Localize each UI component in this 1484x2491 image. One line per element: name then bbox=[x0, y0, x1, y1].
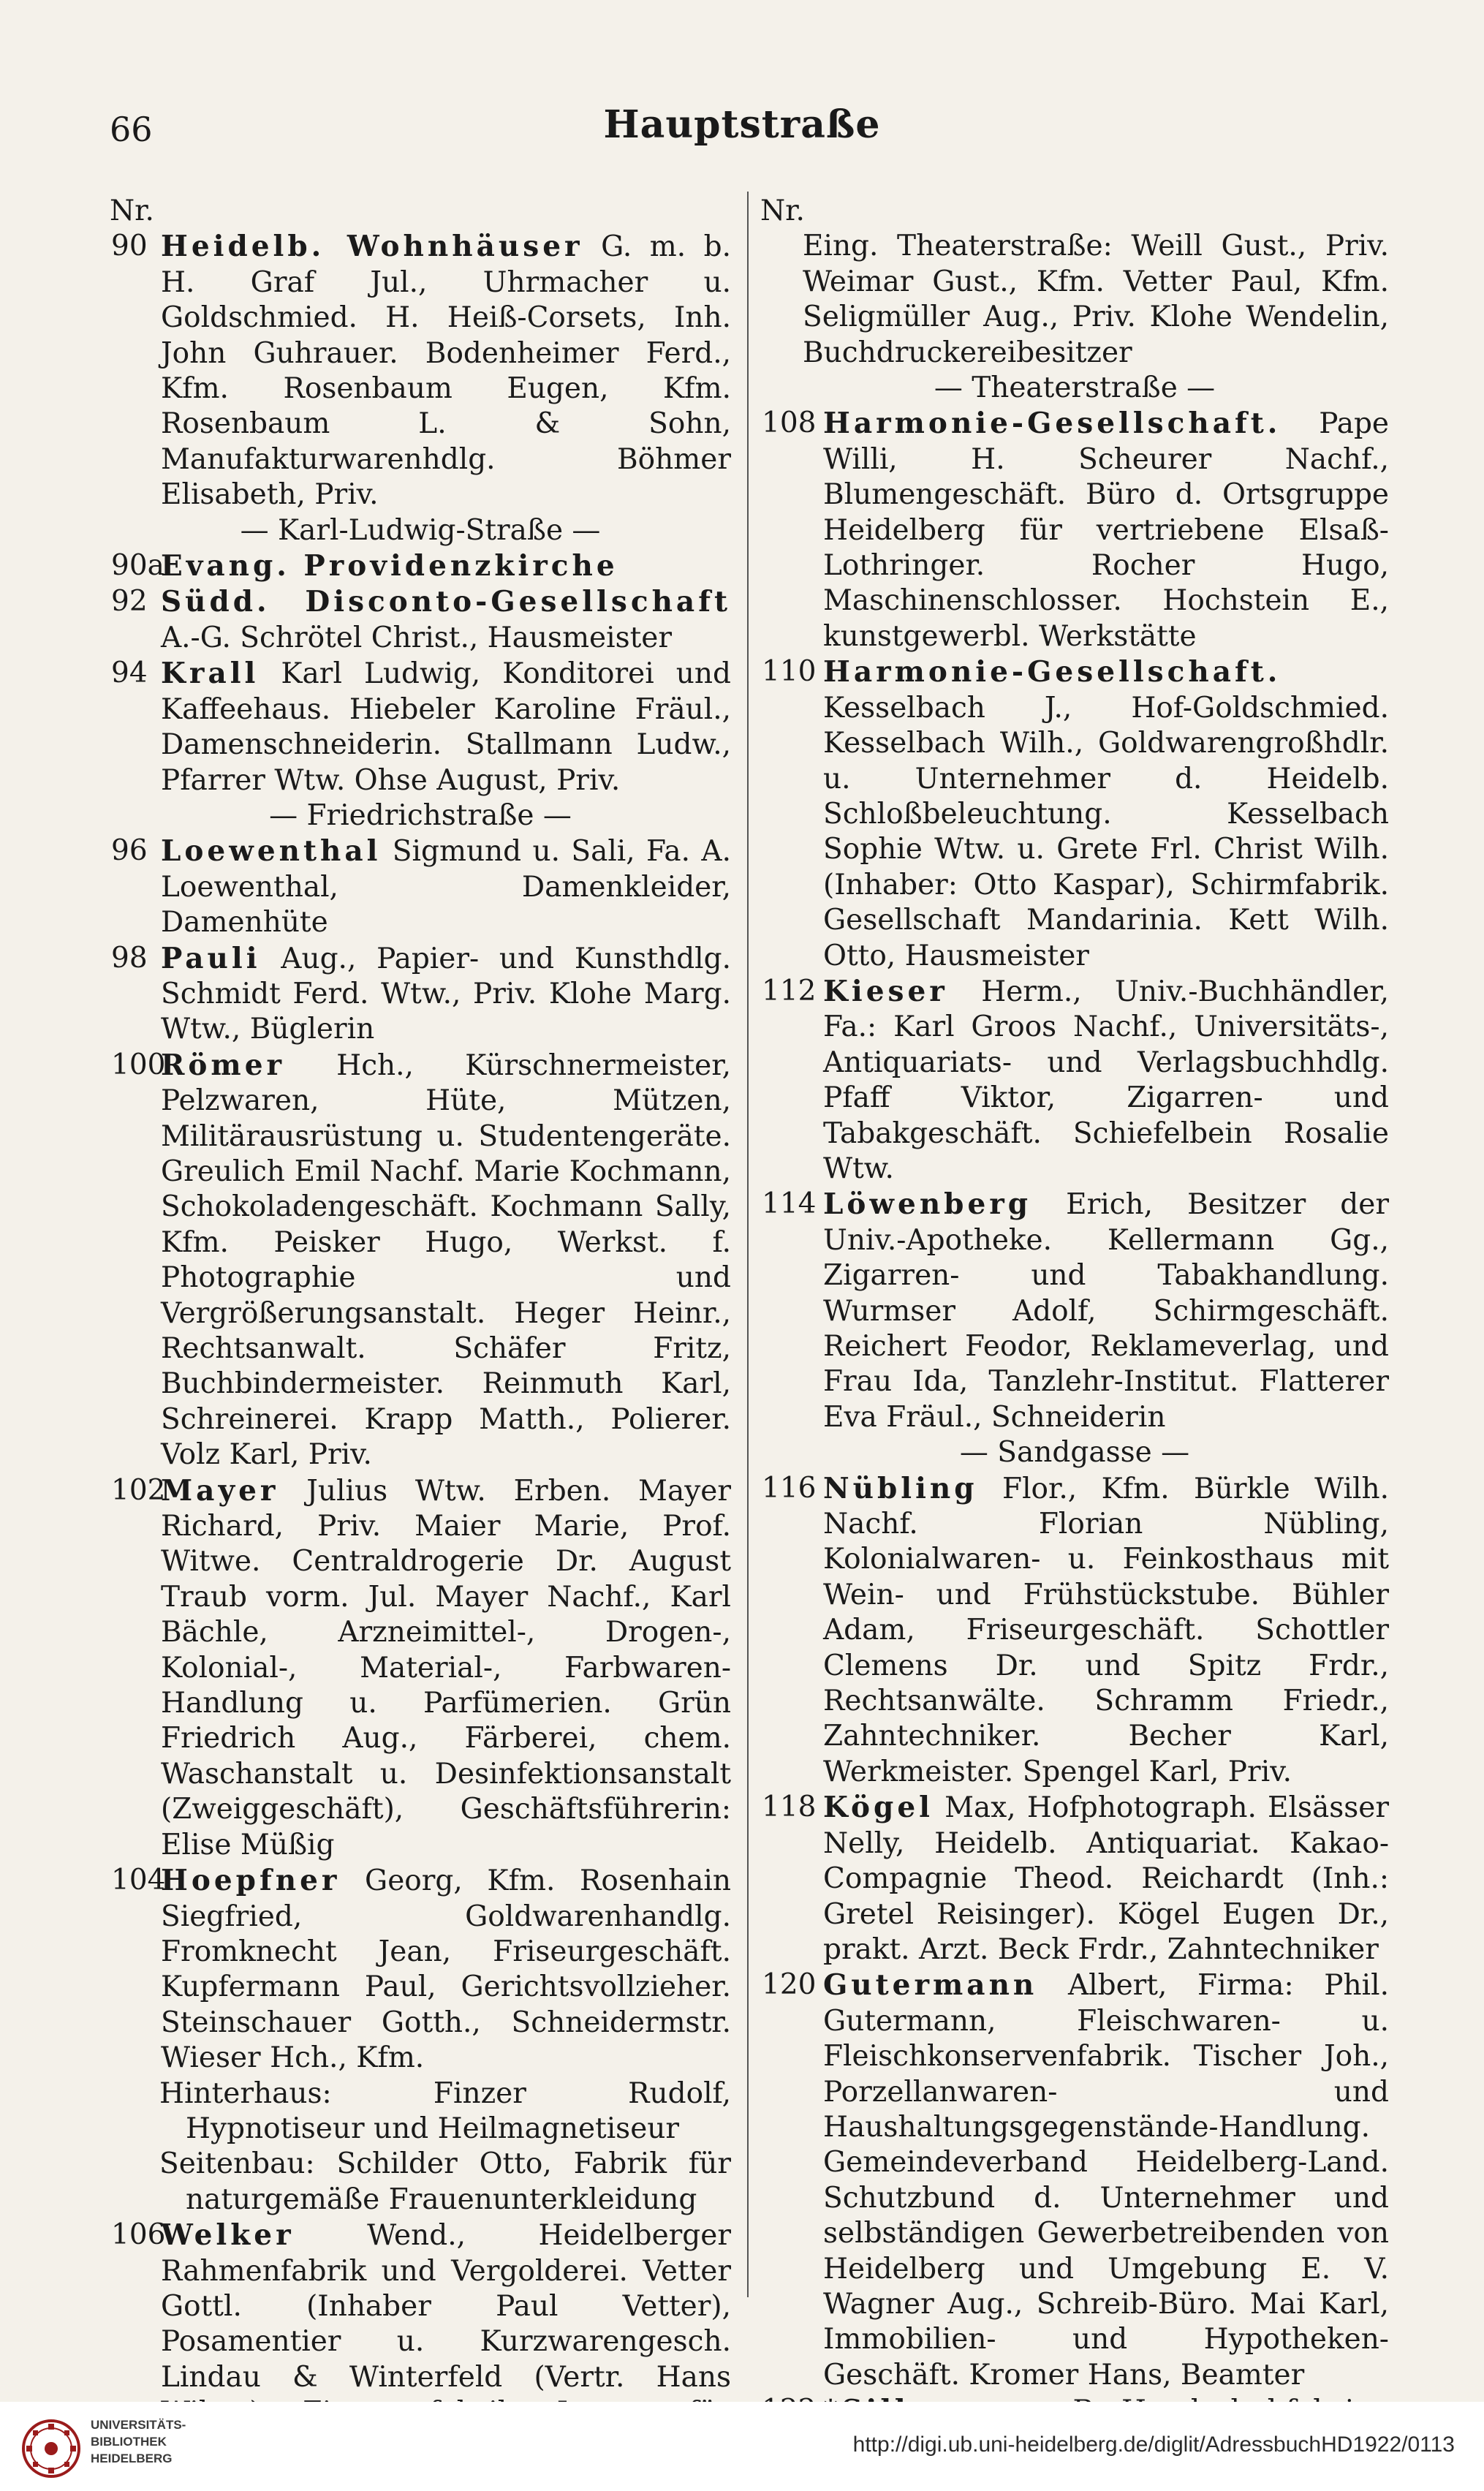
entry-text bbox=[823, 1790, 1389, 1968]
source-url[interactable]: http://digi.ub.uni-heidelberg.de/diglit/AdressbuchHD1922/0113 bbox=[852, 2433, 1455, 2457]
house-entry bbox=[110, 941, 731, 1048]
house-number: 94 bbox=[111, 657, 148, 690]
building-part-entry: Hinterhaus: Finzer Rudolf, Hypnotiseur und Heilmagnetiseur bbox=[159, 2076, 731, 2145]
entry-text bbox=[823, 654, 1389, 974]
owner-name: Kieser bbox=[823, 974, 948, 1008]
owner-name: Römer bbox=[161, 1048, 286, 1082]
owner-name: Heidelb. Wohnhäuser bbox=[161, 230, 583, 264]
occupants-list: Pape Willi, H. Scheurer Nachf., Blumengeschäft. Büro d. Ortsgruppe Heidelberg für vertriebene Elsaß-Lothringer. Rocher Hugo, Maschinenschlosser. Hochstein E., kunstgewerbl. Werkstätte bbox=[823, 407, 1389, 653]
owner-name: Welker bbox=[161, 2218, 295, 2253]
occupants-list: Georg, Kfm. Rosenhain Siegfried, Goldwarenhandlg. Fromknecht Jean, Friseurgeschäft. Kupfermann Paul, Gerichtsvollzieher. Steinschauer Gotth., Schneidermstr. Wieser Hch., Kfm. bbox=[161, 1864, 731, 2075]
house-number: 120 bbox=[762, 1968, 817, 2002]
house-entry bbox=[110, 584, 731, 656]
owner-name: Krall bbox=[161, 657, 260, 691]
entry-text bbox=[823, 1471, 1389, 1791]
building-part-entry: Seitenbau: Schilder Otto, Fabrik für naturgemäße Frauenunterkleidung bbox=[159, 2147, 731, 2216]
entry-text bbox=[823, 406, 1389, 654]
page-number: 66 bbox=[110, 110, 153, 149]
house-entry bbox=[110, 548, 731, 584]
house-number: 114 bbox=[762, 1187, 817, 1221]
cross-street-heading: — Sandgasse — bbox=[959, 1436, 1190, 1470]
house-entry bbox=[110, 229, 731, 513]
university-seal-icon bbox=[20, 2418, 82, 2479]
owner-name: Nübling bbox=[823, 1471, 978, 1505]
column-number-header: Nr. bbox=[760, 194, 805, 227]
entry-text bbox=[161, 941, 731, 1048]
house-number: 96 bbox=[111, 834, 148, 868]
house-entry bbox=[110, 1473, 731, 1863]
occupants-list: Kesselbach J., Hof-Goldschmied. Kesselbach Wilh., Goldwarengroßhdlr. u. Unternehmer d. Heidelb. Schloßbeleuchtung. Kesselbach Sophie Wtw. u. Grete Frl. Christ Wilh. (Inhaber: Otto Kaspar), Schirmfabrik. Gesellschaft Mandarinia. Kett Wilh. Otto, Hausmeister bbox=[823, 691, 1389, 972]
owner-name: Mayer bbox=[161, 1473, 279, 1508]
house-entry bbox=[760, 654, 1389, 974]
house-entry bbox=[760, 1968, 1389, 2393]
house-entry bbox=[110, 656, 731, 798]
occupants-list: A.-G. Schrötel Christ., Hausmeister bbox=[161, 621, 673, 654]
house-entry bbox=[110, 1863, 731, 2076]
cross-street-heading: — Friedrichstraße — bbox=[269, 798, 572, 832]
house-number: 116 bbox=[762, 1471, 817, 1505]
house-entry bbox=[760, 974, 1389, 1187]
house-number: 110 bbox=[762, 655, 817, 689]
owner-name: Gutermann bbox=[823, 1968, 1038, 2003]
house-number: 90a bbox=[111, 549, 164, 583]
owner-name: Harmonie-Gesellschaft. bbox=[823, 655, 1282, 689]
column-divider bbox=[747, 192, 749, 2297]
house-number: 112 bbox=[762, 974, 817, 1008]
cross-street-heading: — Karl-Ludwig-Straße — bbox=[240, 513, 601, 547]
occupants-list: Albert, Firma: Phil. Gutermann, Fleischwaren- u. Fleischkonservenfabrik. Tischer Joh., Porzellanwaren- und Haushaltungsgegenstände-Handlung. Gemeindeverband Heidelberg-Land. Schutzbund d. Unternehmer und selbständigen Gewerbetreibenden von Heidelberg und Umgebung E. V. Wagner Aug., Schreib-Büro. Mai Karl, Immobilien- und Hypotheken-Geschäft. Kromer Hans, Beamter bbox=[823, 1969, 1389, 2392]
house-number: 102 bbox=[111, 1473, 166, 1507]
footer-bar bbox=[0, 2402, 1484, 2491]
entry-text bbox=[161, 656, 731, 798]
left-column bbox=[110, 194, 731, 2466]
house-entry bbox=[760, 1187, 1389, 1435]
occupants-list: Julius Wtw. Erben. Mayer Richard, Priv. Maier Marie, Prof. Witwe. Centraldrogerie Dr. August Traub vorm. Jul. Mayer Nachf., Karl Bächle, Arzneimittel-, Drogen-, Kolonial-, Material-, Farbwaren-Handlung u. Parfümerien. Grün Friedrich Aug., Färberei, chem. Waschanstalt u. Desinfektionsanstalt (Zweiggeschäft), Geschäftsführerin: Elise Müßig bbox=[161, 1474, 731, 1861]
entry-text bbox=[823, 974, 1389, 1187]
house-number: 106 bbox=[111, 2218, 166, 2252]
entry-text bbox=[161, 834, 731, 940]
house-entry bbox=[110, 834, 731, 940]
entry-text bbox=[161, 1048, 731, 1473]
owner-name: Löwenberg bbox=[823, 1187, 1032, 1222]
house-number: 92 bbox=[111, 585, 148, 619]
owner-name: Loewenthal bbox=[161, 834, 382, 869]
house-entry bbox=[110, 1048, 731, 1473]
house-number: 90 bbox=[111, 230, 148, 263]
running-head: Hauptstraße bbox=[603, 102, 881, 147]
occupants-list: Karl Ludwig, Konditorei und Kaffeehaus. Hiebeler Karoline Fräul., Damenschneiderin. Stallmann Ludw., Pfarrer Wtw. Ohse August, Priv. bbox=[161, 657, 731, 797]
library-logo[interactable] bbox=[20, 2413, 225, 2479]
occupants-list: Flor., Kfm. Bürkle Wilh. Nachf. Florian Nübling, Kolonialwaren- u. Feinkosthaus mit Wein- und Frühstückstube. Bühler Adam, Friseurgeschäft. Schottler Clemens Dr. und Spitz Frdr., Rechtsanwälte. Schramm Friedr., Zahntechniker. Becher Karl, Werkmeister. Spengel Karl, Priv. bbox=[823, 1472, 1389, 1788]
owner-name: Südd. Disconto-Gesellschaft bbox=[161, 585, 731, 619]
house-number: 98 bbox=[111, 941, 148, 975]
house-number: 104 bbox=[111, 1864, 166, 1897]
entry-text bbox=[161, 548, 731, 584]
entry-text bbox=[823, 1968, 1389, 2393]
occupants-list: Sigmund u. Sali, Fa. A. Loewenthal, Damenkleider, Damenhüte bbox=[161, 835, 731, 940]
occupants-list: G. m. b. H. Graf Jul., Uhrmacher u. Goldschmied. H. Heiß-Corsets, Inh. John Guhrauer. Bodenheimer Ferd., Kfm. Rosenbaum Eugen, Kfm. Rosenbaum L. & Sohn, Manufakturwarenhdlg. Böhmer Elisabeth, Priv. bbox=[161, 230, 732, 512]
occupants-list: Aug., Papier- und Kunsthdlg. Schmidt Ferd. Wtw., Priv. Klohe Marg. Wtw., Büglerin bbox=[161, 942, 731, 1046]
entry-text bbox=[161, 229, 731, 513]
house-number: 118 bbox=[762, 1791, 817, 1824]
entry-text bbox=[161, 584, 731, 656]
entry-text bbox=[823, 1187, 1389, 1435]
house-entry bbox=[760, 406, 1389, 654]
right-column bbox=[760, 194, 1389, 2430]
occupants-list: Herm., Univ.-Buchhändler, Fa.: Karl Groos Nachf., Universitäts-, Antiquariats- und Verlagsbuchhdlg. Pfaff Viktor, Zigarren- und Tabakgeschäft. Schiefelbein Rosalie Wtw. bbox=[823, 975, 1389, 1185]
occupants-list: Wend., Heidelberger Rahmenfabrik und Vergolderei. Vetter Gottl. (Inhaber Paul Vetter), Posamentier u. Kurzwarengesch. Lindau & Winterfeld (Vertr. Hans bbox=[161, 2219, 731, 2394]
occupants-list: Erich, Besitzer der Univ.-Apotheke. Kellermann Gg., Zigarren- und Tabakhandlung. Wurmser Adolf, Schirmgeschäft. Reichert Feodor, Reklameverlag, und Frau Ida, Tanzlehr-Institut. Flatterer Eva Fräul., Schneiderin bbox=[823, 1188, 1389, 1434]
house-number: 108 bbox=[762, 407, 817, 440]
owner-name: Kögel bbox=[823, 1791, 934, 1825]
cross-street-heading: — Theaterstraße — bbox=[934, 371, 1216, 405]
occupants-list: Hch., Kürschnermeister, Pelzwaren, Hüte, Mützen, Militärausrüstung u. Studentengeräte. Greulich Emil Nachf. Marie Kochmann, Schokoladengeschäft. Kochmann Sally, Kfm. Peisker Hugo, Werkst. f. Photographie und Vergrößerungsanstalt. Heger Heinr., Rechtsanwalt. Schäfer Fritz, Buchbindermeister. Reinmuth Karl, Schreinerei. Krapp Matth., Polierer. Volz Karl, Priv. bbox=[161, 1048, 731, 1472]
library-name: UNIVERSITÄTS- BIBLIOTHEK HEIDELBERG bbox=[91, 2418, 186, 2465]
owner-name: Pauli bbox=[161, 941, 261, 975]
column-number-header: Nr. bbox=[110, 194, 154, 227]
continued-entry: Eing. Theaterstraße: Weill Gust., Priv. Weimar Gust., Kfm. Vetter Paul, Kfm. Seligmüller Aug., Priv. Klohe Wendelin, Buchdruckereibesitzer bbox=[803, 230, 1389, 369]
house-entry bbox=[760, 1790, 1389, 1968]
house-entry bbox=[760, 1471, 1389, 1791]
entry-text bbox=[161, 1473, 731, 1863]
occupants-list: Max, Hofphotograph. Elsässer Nelly, Heidelb. Antiquariat. Kakao-Compagnie Theod. Reichardt (Inh.: Gretel Reisinger). Kögel Eugen Dr., prakt. Arzt. Beck Frdr., Zahntechniker bbox=[823, 1791, 1389, 1966]
owner-name: Hoepfner bbox=[161, 1864, 341, 1898]
entry-text bbox=[161, 1863, 731, 2076]
owner-name: Evang. Providenzkirche bbox=[161, 549, 618, 583]
house-number: 100 bbox=[111, 1048, 166, 1081]
owner-name: Harmonie-Gesellschaft. bbox=[823, 407, 1282, 441]
